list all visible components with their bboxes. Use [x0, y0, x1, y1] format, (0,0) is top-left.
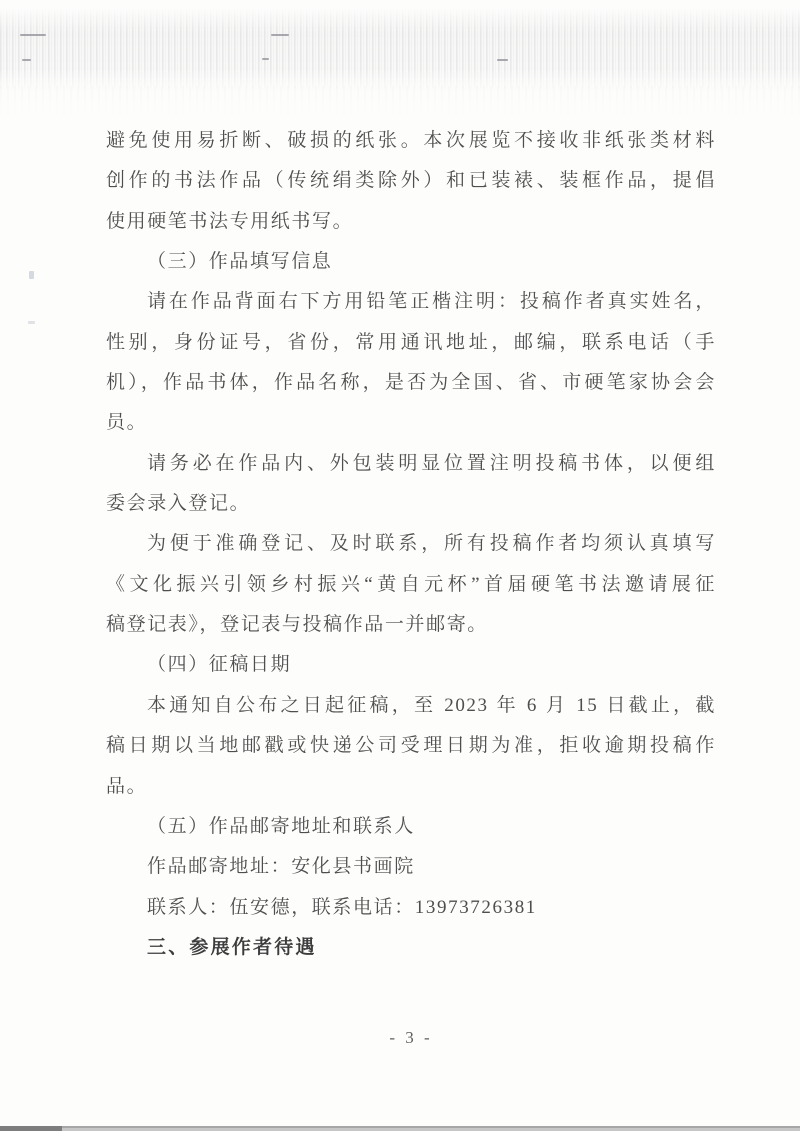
text-line: 创作的书法作品（传统绢类除外）和已装裱、装框作品，提倡	[106, 170, 716, 192]
text-line: 使用硬笔书法专用纸书写。	[106, 210, 354, 232]
document-body	[106, 121, 716, 968]
scan-artifact-dash	[20, 34, 46, 36]
scan-artifact-dash	[271, 34, 289, 36]
scan-artifact-speck	[28, 321, 35, 324]
text-line: 员。	[106, 412, 148, 434]
text-line: 《文化振兴引领乡村振兴“黄自元杯”首届硬笔书法邀请展征	[106, 573, 716, 595]
text-line: 三、参展作者待遇	[147, 936, 317, 958]
scan-noise-band-lower	[0, 86, 800, 116]
text-line: 稿日期以当地邮戳或快递公司受理日期为准，拒收逾期投稿作	[106, 735, 716, 757]
text-line: 品。	[106, 775, 148, 797]
text-line: 性别，身份证号，省份，常用通讯地址，邮编，联系电话（手	[106, 331, 716, 353]
scan-edge-bar	[0, 1126, 800, 1131]
scan-noise-band	[0, 8, 800, 92]
text-line: （三）作品填写信息	[147, 251, 333, 273]
text-line: 请在作品背面右下方用铅笔正楷注明：投稿作者真实姓名，	[147, 291, 716, 313]
text-line: （四）征稿日期	[147, 654, 292, 676]
text-line: 请务必在作品内、外包装明显位置注明投稿书体，以便组	[147, 452, 716, 474]
text-line: 稿登记表》，登记表与投稿作品一并邮寄。	[106, 614, 488, 636]
text-line: 作品邮寄地址：安化县书画院	[147, 856, 415, 878]
text-line: 机），作品书体，作品名称，是否为全国、省、市硬笔家协会会	[106, 372, 716, 394]
text-line: 为便于准确登记、及时联系，所有投稿作者均须认真填写	[147, 533, 716, 555]
scan-artifact-speck	[29, 271, 34, 279]
scan-artifact-dash	[497, 59, 508, 61]
text-line: 避免使用易折断、破损的纸张。本次展览不接收非纸张类材料	[106, 130, 716, 151]
text-line: 委会录入登记。	[106, 493, 251, 515]
text-line: 本通知自公布之日起征稿，至 2023 年 6 月 15 日截止，截	[147, 694, 716, 716]
page-number: - 3 -	[389, 1028, 433, 1047]
scan-artifact-dash	[262, 58, 269, 60]
scan-artifact-dash	[22, 59, 31, 61]
text-line: （五）作品邮寄地址和联系人	[147, 815, 415, 837]
text-line: 联系人：伍安德，联系电话：13973726381	[147, 896, 537, 918]
